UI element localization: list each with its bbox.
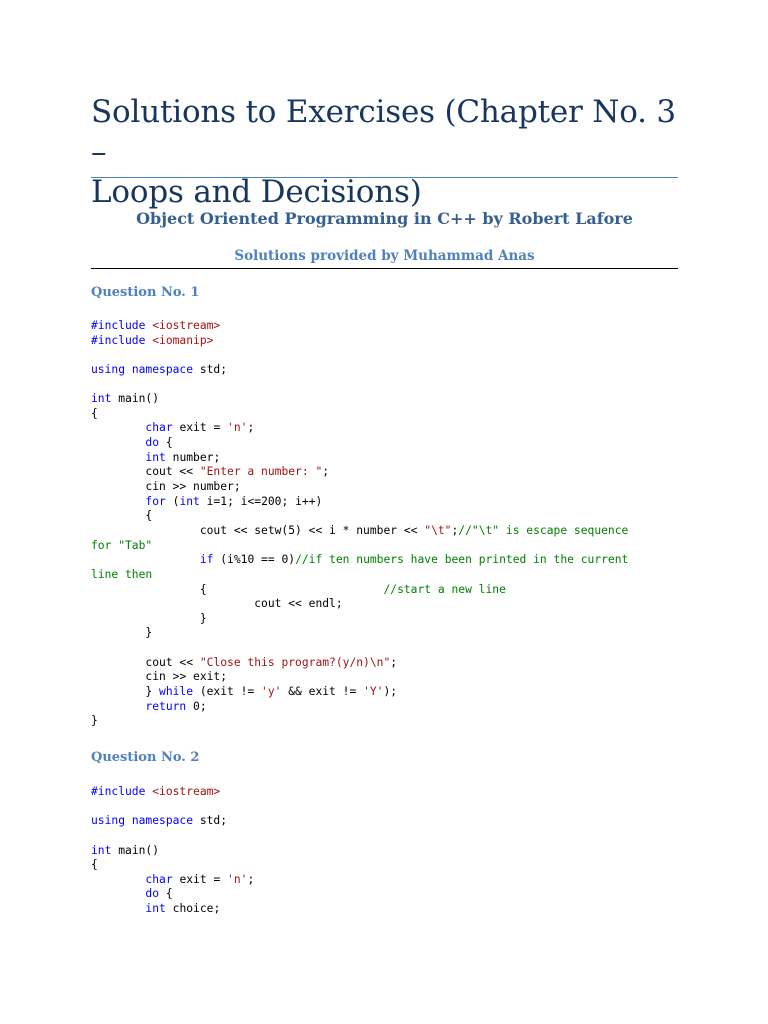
code-token: while xyxy=(159,685,200,699)
code-token: //"\t" is escape sequence xyxy=(458,523,629,537)
code-token: #include xyxy=(91,785,153,798)
code-token: cout << setw(5) << i * number << xyxy=(91,523,425,537)
code-token: ( xyxy=(172,494,180,508)
code-line xyxy=(91,785,691,800)
code-token: line then xyxy=(91,567,153,581)
author-divider xyxy=(91,268,678,269)
code-line xyxy=(91,451,691,466)
code-token: main() xyxy=(118,843,160,857)
code-token: number; xyxy=(172,450,221,464)
code-token: ); xyxy=(383,685,398,699)
code-token: for "Tab" xyxy=(91,538,153,552)
code-token: //if ten numbers have been printed in the current xyxy=(295,553,629,567)
code-token: 'Y' xyxy=(363,685,384,699)
code-line xyxy=(91,553,691,568)
document-title xyxy=(91,92,691,212)
code-token: ; xyxy=(451,523,459,537)
code-token xyxy=(91,451,145,464)
code-token: "Close this program?(y/n)\n" xyxy=(199,655,391,669)
code-token: choice; xyxy=(172,902,221,916)
code-line xyxy=(91,902,691,917)
code-token: using xyxy=(91,814,132,828)
code-line xyxy=(91,656,691,671)
code-line xyxy=(91,887,691,902)
code-token: } xyxy=(91,714,98,728)
code-token: cout << endl; xyxy=(91,597,343,611)
code-line xyxy=(91,844,691,859)
code-token: exit = xyxy=(179,872,228,886)
code-token: { xyxy=(165,887,173,901)
code-token: char xyxy=(145,872,180,886)
code-token xyxy=(91,700,145,713)
code-token: { xyxy=(91,406,98,420)
code-token: 0; xyxy=(193,699,207,713)
code-line xyxy=(91,583,691,598)
code-line xyxy=(91,392,691,407)
code-token: if xyxy=(199,553,221,567)
document-subtitle: Object Oriented Programming in C++ by Robert Lafore xyxy=(136,209,633,228)
code-token: ; xyxy=(390,655,398,669)
code-token: cout << xyxy=(91,655,200,669)
code-line xyxy=(91,421,691,436)
code-token: <iostream> xyxy=(152,785,221,798)
code-token: do xyxy=(145,887,166,901)
code-token: exit = xyxy=(179,421,228,435)
code-token: i=1; i<=200; i++) xyxy=(206,494,323,508)
code-token: int xyxy=(145,902,173,916)
code-token: ; xyxy=(247,421,255,435)
code-token: && exit != xyxy=(281,685,364,699)
code-line xyxy=(91,319,691,334)
code-token: int xyxy=(145,450,173,464)
code-line xyxy=(91,814,691,829)
question-1-heading: Question No. 1 xyxy=(91,285,200,300)
code-line xyxy=(91,524,691,539)
code-line xyxy=(91,829,691,844)
code-line xyxy=(91,641,691,656)
code-line xyxy=(91,700,691,715)
code-token xyxy=(91,553,200,566)
code-line xyxy=(91,800,691,815)
code-token: 'n' xyxy=(227,421,248,435)
code-line xyxy=(91,714,691,729)
code-line xyxy=(91,858,691,873)
question-2-code xyxy=(91,785,691,917)
code-token xyxy=(91,887,145,900)
code-token: do xyxy=(145,436,166,450)
code-line xyxy=(91,626,691,641)
code-token: #include xyxy=(91,319,153,332)
code-line xyxy=(91,670,691,685)
code-token xyxy=(91,495,145,508)
code-token: "\t" xyxy=(424,523,452,537)
code-token: for xyxy=(145,494,173,508)
code-token: } xyxy=(91,611,207,625)
code-line xyxy=(91,363,691,378)
code-token: #include xyxy=(91,333,153,347)
question-2-heading: Question No. 2 xyxy=(91,750,200,765)
code-token: //start a new line xyxy=(383,582,506,596)
code-token: cin >> number; xyxy=(91,480,241,494)
code-line xyxy=(91,378,691,393)
code-line xyxy=(91,873,691,888)
code-token: (exit != xyxy=(199,685,262,699)
code-token: { xyxy=(91,582,384,596)
code-line xyxy=(91,509,691,524)
title-divider xyxy=(91,177,678,178)
code-line xyxy=(91,334,691,349)
code-token: int xyxy=(91,392,119,406)
code-token: namespace xyxy=(131,362,200,376)
code-token: 'n' xyxy=(227,872,248,886)
code-token: int xyxy=(91,843,119,857)
code-token: ; xyxy=(247,872,255,886)
code-token: cout << xyxy=(91,465,200,479)
code-line xyxy=(91,539,691,554)
code-token: (i%10 == 0) xyxy=(220,553,296,567)
code-line xyxy=(91,612,691,627)
title-line-1: Solutions to Exercises (Chapter No. 3 – xyxy=(91,94,676,170)
code-token: <iomanip> xyxy=(152,333,214,347)
code-line xyxy=(91,685,691,700)
code-token: cin >> exit; xyxy=(91,670,228,684)
code-token: namespace xyxy=(131,814,200,828)
code-token xyxy=(91,436,145,449)
code-token: ; xyxy=(322,465,330,479)
code-token: } xyxy=(91,685,160,699)
code-token: } xyxy=(91,626,153,640)
code-token: { xyxy=(91,858,98,872)
code-line xyxy=(91,480,691,495)
code-token: std; xyxy=(199,362,228,376)
code-line xyxy=(91,436,691,451)
code-token: { xyxy=(91,509,153,523)
code-line xyxy=(91,465,691,480)
code-token: char xyxy=(145,421,180,435)
code-token: int xyxy=(179,494,207,508)
code-token: return xyxy=(145,699,194,713)
code-line xyxy=(91,568,691,583)
code-line xyxy=(91,348,691,363)
code-token: 'y' xyxy=(261,685,282,699)
code-line xyxy=(91,495,691,510)
code-line xyxy=(91,597,691,612)
question-1-code xyxy=(91,319,691,729)
code-token: using xyxy=(91,362,132,376)
code-token xyxy=(91,902,145,915)
title-line-2: Loops and Decisions) xyxy=(91,174,422,210)
code-token: "Enter a number: " xyxy=(199,465,323,479)
code-line xyxy=(91,407,691,422)
code-token: { xyxy=(165,436,173,450)
code-token xyxy=(91,873,145,886)
code-token: <iostream> xyxy=(152,319,221,332)
author-line: Solutions provided by Muhammad Anas xyxy=(234,248,535,264)
code-token: std; xyxy=(199,814,228,828)
code-token xyxy=(91,421,145,434)
code-token: main() xyxy=(118,392,160,406)
